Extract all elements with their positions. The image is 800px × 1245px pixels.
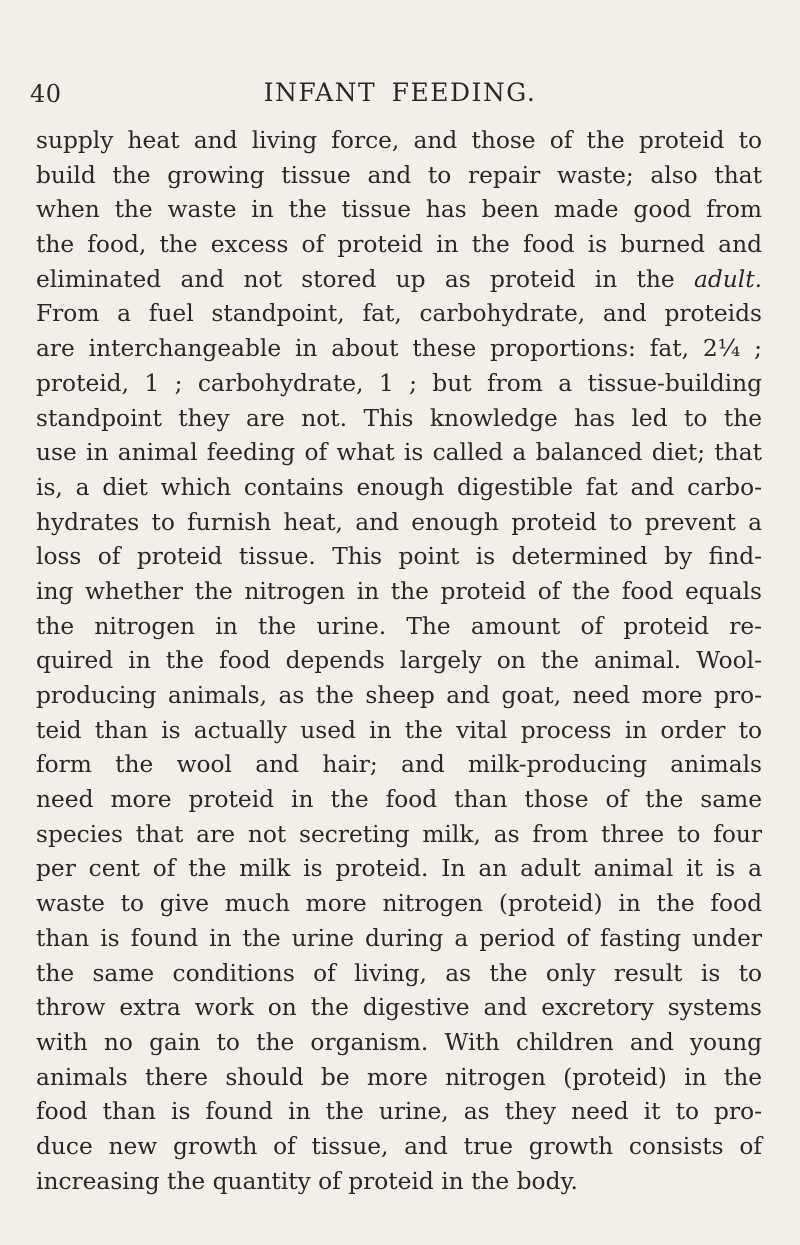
text-line — [36, 263, 762, 298]
page-header — [30, 78, 770, 114]
text-line: waste to give much more nitrogen (proteid) in the food — [36, 890, 762, 918]
running-head: INFANT FEEDING. — [263, 78, 537, 107]
body-paragraph — [36, 124, 762, 1199]
text-line: form the wool and hair; and milk-producing animals — [36, 751, 762, 779]
text-line: standpoint they are not. This knowledge has led to the — [36, 404, 762, 432]
text-line: loss of proteid tissue. This point is determined by find- — [36, 543, 762, 571]
italic-word: adult — [693, 265, 755, 293]
text-line: is, a diet which contains enough digestible fat and carbo- — [36, 473, 762, 501]
text-line: From a fuel standpoint, fat, carbohydrate, and proteids — [36, 300, 762, 328]
text-line: duce new growth of tissue, and true growth consists of — [36, 1132, 762, 1160]
text-line: are interchangeable in about these proportions: fat, 2¼ ; — [36, 335, 762, 363]
text-line: the nitrogen in the urine. The amount of proteid re- — [36, 612, 762, 640]
text-line: quired in the food depends largely on the animal. Wool- — [36, 647, 762, 675]
text-line: ing whether the nitrogen in the proteid of the food equals — [36, 577, 762, 605]
text-line: need more proteid in the food than those of the same — [36, 786, 762, 814]
text-line: increasing the quantity of proteid in the body. — [36, 1167, 578, 1195]
page-number: 40 — [30, 80, 62, 108]
text-line: hydrates to furnish heat, and enough proteid to prevent a — [36, 508, 762, 536]
text-line: with no gain to the organism. With children and young — [36, 1028, 762, 1056]
text-line: when the waste in the tissue has been made good from — [36, 196, 762, 224]
text-line: than is found in the urine during a period of fasting under — [36, 924, 762, 952]
text-line: the food, the excess of proteid in the food is burned and — [36, 231, 762, 259]
text-line: the same conditions of living, as the only result is to — [36, 959, 762, 987]
text-line: use in animal feeding of what is called a balanced diet; that — [36, 439, 762, 467]
text-run: . — [754, 265, 762, 293]
text-line: food than is found in the urine, as they need it to pro- — [36, 1098, 762, 1126]
text-line: producing animals, as the sheep and goat, need more pro- — [36, 682, 762, 709]
text-line: teid than is actually used in the vital process in order to — [36, 716, 762, 744]
text-run: eliminated and not stored up as proteid in the — [36, 265, 694, 293]
text-line: per cent of the milk is proteid. In an adult animal it is a — [36, 855, 762, 883]
text-line: build the growing tissue and to repair waste; also that — [36, 161, 762, 189]
text-line: supply heat and living force, and those of the proteid to — [36, 127, 762, 154]
text-line: proteid, 1 ; carbohydrate, 1 ; but from a tissue-building — [36, 369, 762, 397]
text-line: species that are not secreting milk, as from three to four — [36, 820, 762, 848]
text-line: animals there should be more nitrogen (proteid) in the — [36, 1063, 762, 1091]
text-line: throw extra work on the digestive and excretory systems — [36, 994, 762, 1022]
